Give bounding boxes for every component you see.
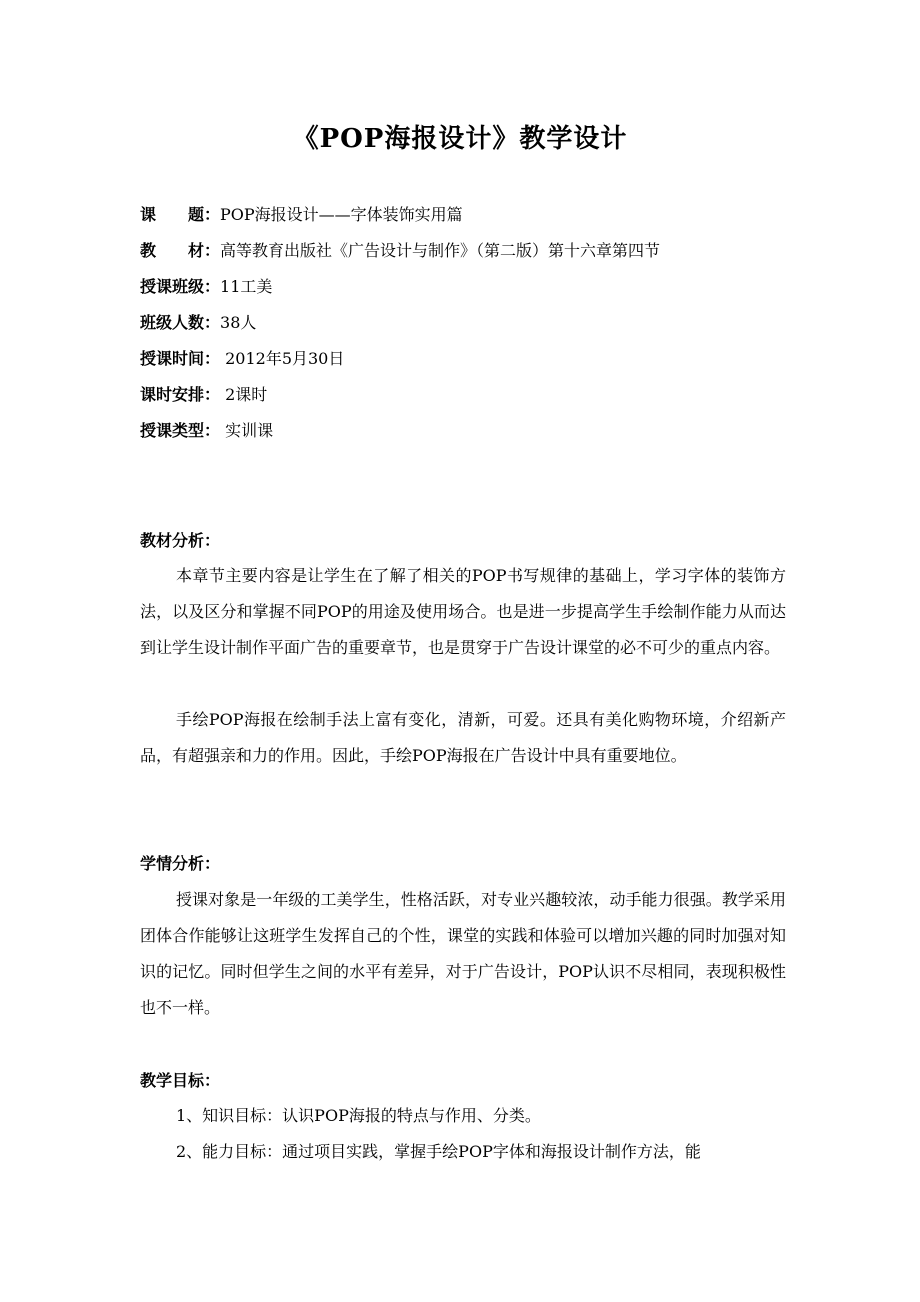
meta-row-date — [140, 348, 344, 370]
meta-row-topic — [140, 204, 463, 226]
meta-value-date: 2012年5月30日 — [220, 349, 345, 368]
meta-label-class-size: 班级人数： — [140, 313, 221, 332]
meta-value-class: 11工美 — [220, 277, 273, 296]
meta-value-hours: 2课时 — [220, 385, 268, 404]
meta-label-topic: 课 题： — [140, 205, 221, 224]
teaching-goal-item-1: 1、知识目标：认识POP海报的特点与作用、分类。 — [176, 1106, 541, 1125]
meta-label-class: 授课班级： — [140, 277, 221, 296]
meta-row-class-size — [140, 312, 256, 334]
section-heading-teaching-goals: 教学目标： — [140, 1071, 221, 1090]
meta-row-type — [140, 420, 273, 442]
meta-label-date: 授课时间： — [140, 349, 221, 368]
meta-row-hours — [140, 384, 267, 406]
meta-value-class-size: 38人 — [220, 313, 257, 332]
meta-label-textbook: 教 材： — [140, 241, 221, 260]
meta-label-hours: 课时安排： — [140, 385, 221, 404]
material-analysis-paragraph-1: 本章节主要内容是让学生在了解了相关的POP书写规律的基础上，学习字体的装饰方法，以及区分和掌握不同POP的用途及使用场合。也是进一步提高学生手绘制作能力从而达到让学生设计制作平面广告的重要章节，也是贯穿于广告设计课堂的必不可少的重点内容。 — [140, 566, 786, 657]
teaching-goal-item-2: 2、能力目标：通过项目实践，掌握手绘POP字体和海报设计制作方法，能 — [176, 1142, 701, 1161]
meta-label-type: 授课类型： — [140, 421, 221, 440]
meta-row-textbook — [140, 240, 660, 262]
meta-value-type: 实训课 — [220, 421, 274, 440]
section-heading-material-analysis: 教材分析： — [140, 531, 221, 550]
meta-value-topic: POP海报设计——字体装饰实用篇 — [220, 205, 463, 224]
student-analysis-paragraph: 授课对象是一年级的工美学生，性格活跃，对专业兴趣较浓，动手能力很强。教学采用团体合作能够让这班学生发挥自己的个性，课堂的实践和体验可以增加兴趣的同时加强对知识的记忆。同时但学生之间的水平有差异，对于广告设计，POP认识不尽相同，表现积极性也不一样。 — [140, 890, 786, 1017]
document-title: 《POP海报设计》教学设计 — [292, 124, 628, 154]
meta-row-class — [140, 276, 272, 298]
meta-value-textbook: 高等教育出版社《广告设计与制作》（第二版）第十六章第四节 — [220, 241, 661, 260]
section-heading-student-analysis: 学情分析： — [140, 854, 221, 873]
material-analysis-paragraph-2: 手绘POP海报在绘制手法上富有变化，清新，可爱。还具有美化购物环境，介绍新产品，有超强亲和力的作用。因此，手绘POP海报在广告设计中具有重要地位。 — [140, 710, 786, 765]
